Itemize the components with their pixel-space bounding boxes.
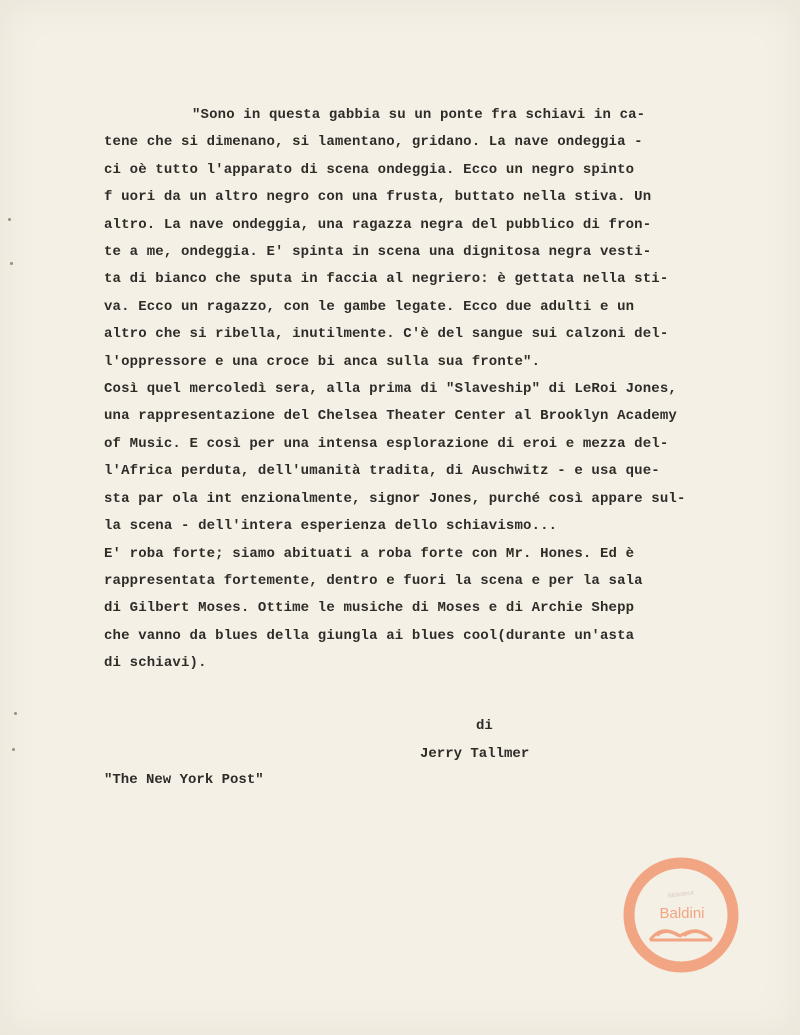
- baldini-library-stamp: [622, 856, 740, 974]
- text-line: of Music. E così per una intensa esplorazione di eroi e mezza del-: [104, 435, 669, 452]
- text-line: l'oppressore e una croce bi anca sulla sua fronte".: [104, 353, 541, 370]
- source-publication: "The New York Post": [104, 772, 264, 788]
- text-line: di Gilbert Moses. Ottime le musiche di Moses e di Archie Shepp: [104, 600, 635, 617]
- margin-speck: [10, 262, 13, 265]
- margin-speck: [14, 712, 17, 715]
- text-line: tene che si dimenano, si lamentano, gridano. La nave ondeggia -: [104, 134, 643, 151]
- text-line: altro che si ribella, inutilmente. C'è del sangue sui calzoni del-: [104, 326, 669, 343]
- text-line: te a me, ondeggia. E' spinta in scena una dignitosa negra vesti-: [104, 244, 652, 261]
- text-line: sta par ola int enzionalmente, signor Jones, purché così appare sul-: [104, 490, 686, 507]
- text-line: ci oè tutto l'apparato di scena ondeggia. Ecco un negro spinto: [104, 161, 635, 178]
- stamp-top-text: Biblioteca: [667, 890, 695, 900]
- text-line: che vanno da blues della giungla ai blues cool(durante un'asta: [104, 627, 635, 644]
- text-line: rappresentata fortemente, dentro e fuori la scena e per la sala: [104, 572, 643, 589]
- text-line: l'Africa perduta, dell'umanità tradita, di Auschwitz - e usa que-: [104, 463, 660, 480]
- text-line: una rappresentazione del Chelsea Theater Center al Brooklyn Academy: [104, 408, 677, 425]
- typed-text-body: [104, 102, 754, 678]
- text-line: f uori da un altro negro con una frusta, buttato nella stiva. Un: [104, 189, 652, 206]
- margin-speck: [12, 748, 15, 751]
- text-line: va. Ecco un ragazzo, con le gambe legate. Ecco due adulti e un: [104, 298, 635, 315]
- text-line: ta di bianco che sputa in faccia al negriero: è gettata nella sti-: [104, 271, 669, 288]
- text-line: la scena - dell'intera esperienza dello schiavismo...: [104, 518, 558, 535]
- byline-di: di: [476, 718, 493, 734]
- text-line: E' roba forte; siamo abituati a roba forte con Mr. Hones. Ed è: [104, 545, 635, 562]
- text-line: altro. La nave ondeggia, una ragazza negra del pubblico di fron-: [104, 216, 652, 233]
- text-line: di schiavi).: [104, 655, 207, 672]
- margin-speck: [8, 218, 11, 221]
- text-line: "Sono in questa gabbia su un ponte fra schiavi in ca-: [192, 107, 646, 123]
- byline-author: Jerry Tallmer: [420, 746, 530, 762]
- stamp-brand-text: Baldini: [659, 905, 705, 922]
- text-line: Così quel mercoledì sera, alla prima di "Slaveship" di LeRoi Jones,: [104, 381, 677, 398]
